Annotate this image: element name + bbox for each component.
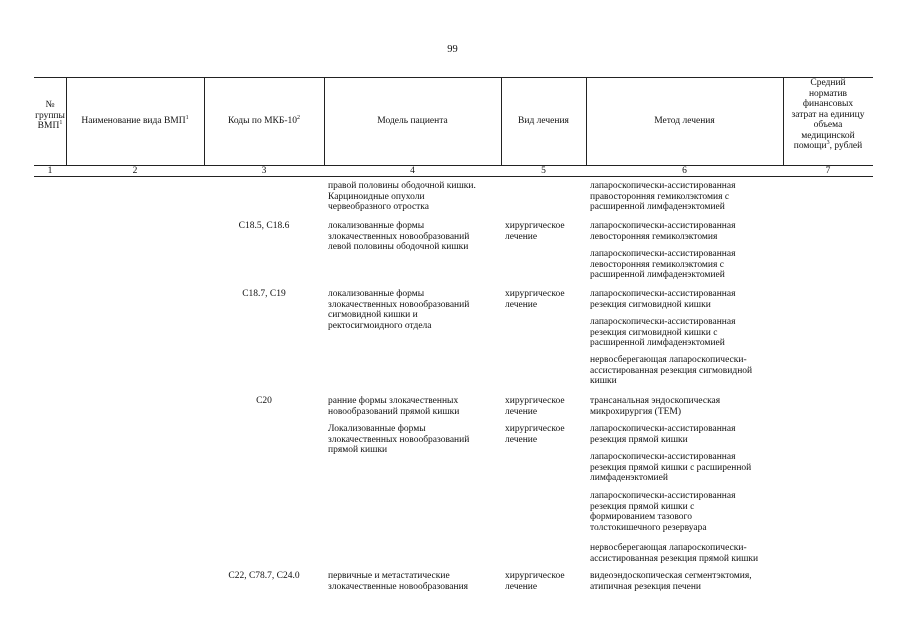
- treatment-method-cell: лапароскопически-ассистированная левосторонняя гемиколэктомия с расширенной лимфаденэктомией: [590, 249, 736, 280]
- patient-model-cell: первичные и метастатические злокачественные новообразования: [328, 571, 469, 592]
- column-number: 7: [825, 166, 831, 176]
- column-number: 2: [132, 166, 138, 176]
- icd-code-cell: C18.7, C19: [242, 289, 286, 299]
- header-group-number: № группы ВМП$^1$: [35, 100, 65, 131]
- column-number-rule: [34, 176, 873, 177]
- header-treatment-type: Вид лечения: [518, 116, 569, 126]
- treatment-method-cell: видеоэндоскопическая сегментэктомия, атипичная резекция печени: [590, 571, 752, 592]
- header-patient-model: Модель пациента: [377, 116, 448, 126]
- header-vmp-name: Наименование вида ВМП$^1$: [81, 114, 189, 126]
- patient-model-cell: локализованные формы злокачественных новообразований левой половины ободочной кишки: [328, 221, 470, 252]
- header-average-cost: Средний норматив финансовых затрат на единицу объема медицинской помощи$^3$, рублей: [791, 78, 865, 151]
- treatment-method-cell: нервосберегающая лапароскопически- ассистированная резекция сигмовидной кишки: [590, 355, 753, 386]
- patient-model-cell: локализованные формы злокачественных новообразований сигмовидной кишки и ректосигмоидного отдела: [328, 289, 470, 331]
- column-number: 4: [410, 166, 415, 176]
- patient-model-cell: правой половины ободочной кишки. Карциноидные опухоли червеобразного отростка: [328, 181, 476, 212]
- treatment-type-cell: хирургическое лечение: [505, 396, 565, 417]
- treatment-method-cell: лапароскопически-ассистированная резекция прямой кишки с расширенной лимфаденэктомией: [590, 452, 752, 483]
- column-number: 5: [541, 166, 546, 176]
- treatment-method-cell: трансанальная эндоскопическая микрохирургия (TEM): [590, 396, 721, 417]
- patient-model-cell: Локализованные формы злокачественных новообразований прямой кишки: [328, 424, 470, 455]
- header-icd-codes: Коды по МКБ-$10^2$: [227, 114, 301, 126]
- icd-code-cell: C20: [256, 396, 272, 406]
- treatment-type-cell: хирургическое лечение: [505, 221, 565, 242]
- treatment-method-cell: лапароскопически-ассистированная резекция сигмовидной кишки: [590, 289, 736, 310]
- treatment-method-cell: лапароскопически-ассистированная резекция прямой кишки с формированием тазового толстокишечного резервуара: [590, 491, 736, 533]
- treatment-type-cell: хирургическое лечение: [505, 289, 565, 310]
- column-number: 1: [47, 166, 53, 176]
- column-number: 6: [682, 166, 687, 176]
- table-top-rule: [34, 77, 873, 78]
- treatment-method-cell: лапароскопически-ассистированная резекция прямой кишки: [590, 424, 736, 445]
- header-treatment-method: Метод лечения: [654, 116, 715, 126]
- treatment-type-cell: хирургическое лечение: [505, 424, 565, 445]
- treatment-method-cell: нервосберегающая лапароскопически- ассистированная резекция прямой кишки: [590, 543, 759, 564]
- column-number: 3: [261, 166, 267, 176]
- patient-model-cell: ранние формы злокачественных новообразований прямой кишки: [328, 396, 460, 417]
- page-number: 99: [447, 44, 458, 55]
- treatment-method-cell: лапароскопически-ассистированная правосторонняя гемиколэктомия с расширенной лимфаденэктомией: [590, 181, 736, 212]
- icd-code-cell: C22, C78.7, C24.0: [228, 571, 300, 581]
- treatment-type-cell: хирургическое лечение: [505, 571, 565, 592]
- icd-code-cell: C18.5, C18.6: [238, 221, 290, 231]
- treatment-method-cell: лапароскопически-ассистированная левосторонняя гемиколэктомия: [590, 221, 736, 242]
- treatment-method-cell: лапароскопически-ассистированная резекция сигмовидной кишки с расширенной лимфаденэктомией: [590, 317, 736, 348]
